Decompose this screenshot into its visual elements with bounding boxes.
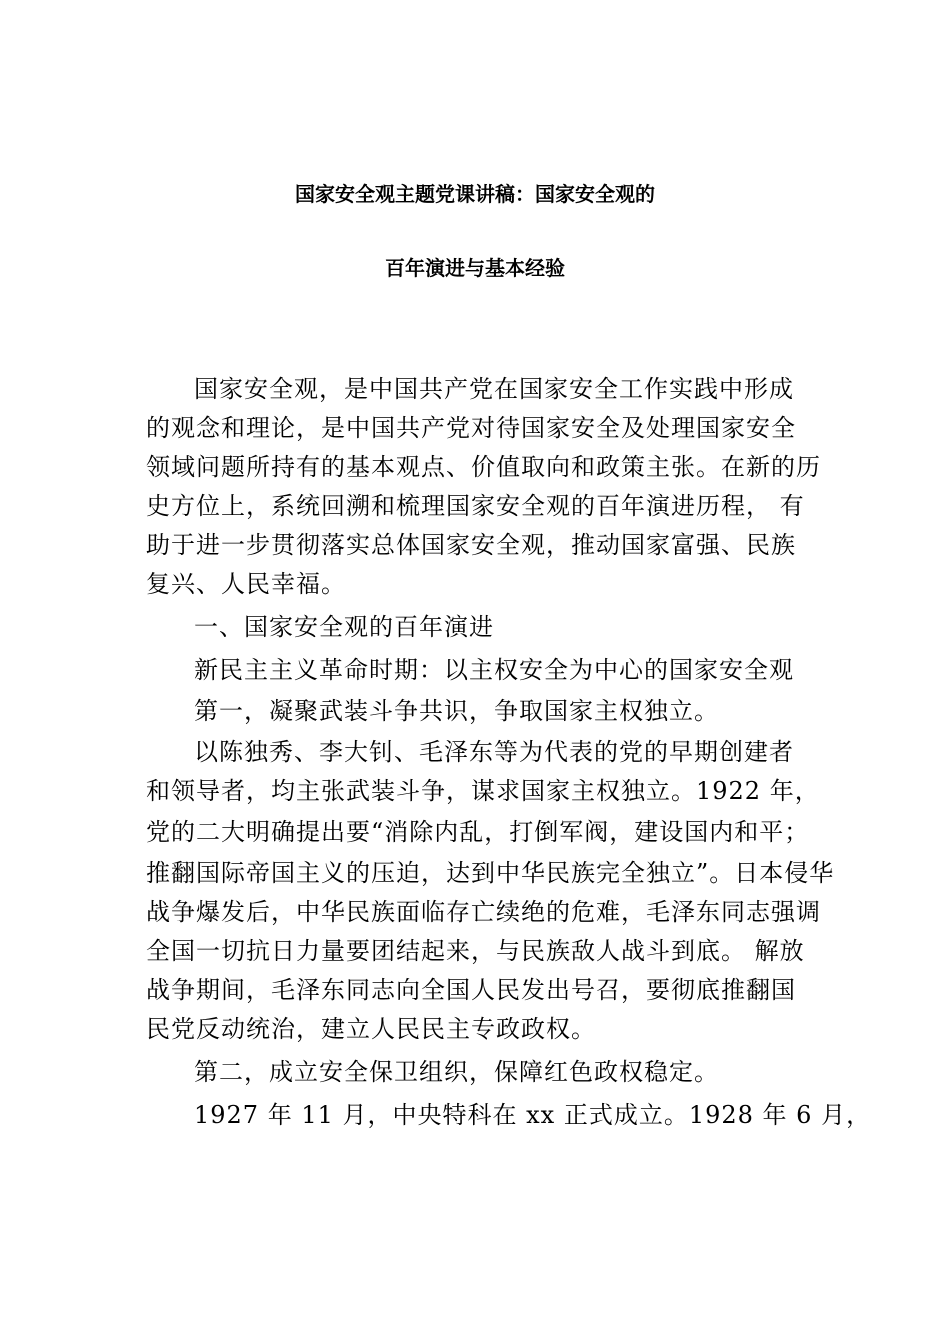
paragraph-line: 全国一切抗日力量要团结起来，与民族敌人战斗到底。 解放 [146, 937, 805, 965]
paragraph-line: 复兴、人民幸福。 [146, 570, 346, 598]
document-title-line-1: 国家安全观主题党课讲稿：国家安全观的 [295, 182, 655, 206]
paragraph-line: 史方位上，系统回溯和梳理国家安全观的百年演进历程， 有 [146, 492, 805, 520]
paragraph-line: 助于进一步贯彻落实总体国家安全观，推动国家富强、民族 [146, 531, 796, 559]
paragraph-line: 推翻国际帝国主义的压迫，达到中华民族完全独立”。日本侵华 [146, 859, 835, 887]
paragraph-line: 国家安全观，是中国共产党在国家安全工作实践中形成 [194, 375, 794, 403]
paragraph-line: 民党反动统治，建立人民民主专政政权。 [146, 1015, 596, 1043]
paragraph-line: 领域问题所持有的基本观点、价值取向和政策主张。在新的历 [146, 453, 821, 481]
section-heading: 一、国家安全观的百年演进 [194, 613, 494, 641]
paragraph-line: 党的二大明确提出要“消除内乱，打倒军阀，建设国内和平； [146, 818, 810, 846]
paragraph-line: 的观念和理论，是中国共产党对待国家安全及处理国家安全 [146, 414, 796, 442]
point-heading: 第一，凝聚武装斗争共识，争取国家主权独立。 [194, 697, 719, 725]
paragraph-line: 和领导者，均主张武装斗争，谋求国家主权独立。1922 年， [146, 777, 820, 805]
paragraph-line: 以陈独秀、李大钊、毛泽东等为代表的党的早期创建者 [194, 738, 794, 766]
paragraph-line: 战争爆发后，中华民族面临存亡续绝的危难，毛泽东同志强调 [146, 898, 821, 926]
document-title-line-2: 百年演进与基本经验 [385, 256, 565, 280]
subsection-heading: 新民主主义革命时期：以主权安全为中心的国家安全观 [194, 656, 794, 684]
point-heading: 第二，成立安全保卫组织，保障红色政权稳定。 [194, 1058, 719, 1086]
paragraph-line: 1927 年 11 月，中央特科在 xx 正式成立。1928 年 6 月， [194, 1101, 872, 1129]
paragraph-line: 战争期间，毛泽东同志向全国人民发出号召，要彻底推翻国 [146, 976, 796, 1004]
